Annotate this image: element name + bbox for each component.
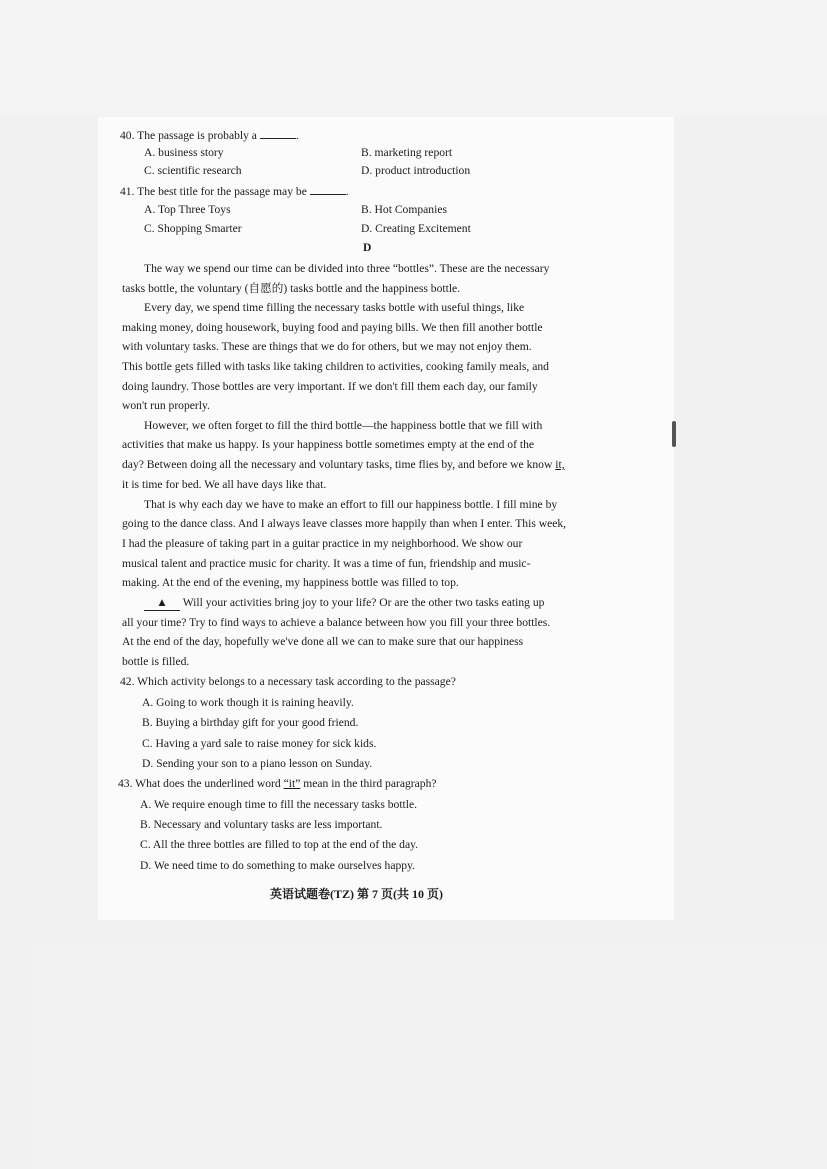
q41-option-a: A. Top Three Toys — [144, 203, 231, 216]
passage-line: day? Between doing all the necessary and voluntary tasks, time flies by, and before we know it, — [122, 458, 565, 471]
passage-line: going to the dance class. And I always leave classes more happily than when I enter. This week, — [122, 517, 567, 530]
passage-line: making money, doing housework, buying food and paying bills. We then fill another bottle — [122, 321, 543, 334]
passage-line: activities that make us happy. Is your happiness bottle sometimes empty at the end of the — [122, 438, 535, 451]
q40-option-a: A. business story — [144, 146, 224, 159]
passage-line: That is why each day we have to make an effort to fill our happiness bottle. I fill mine by — [144, 498, 558, 511]
q42-option-a: A. Going to work though it is raining heavily. — [142, 696, 354, 709]
underlined-it: it, — [555, 458, 565, 471]
passage-line: However, we often forget to fill the third bottle—the happiness bottle that we fill with — [144, 419, 543, 432]
q42-option-b: B. Buying a birthday gift for your good friend. — [142, 716, 359, 729]
q40-option-c: C. scientific research — [144, 164, 242, 177]
q41-stem: 41. The best title for the passage may be . — [120, 185, 349, 198]
passage-line: it is time for bed. We all have days like that. — [122, 478, 327, 491]
scan-mark — [672, 421, 676, 447]
q43-option-a: A. We require enough time to fill the necessary tasks bottle. — [140, 798, 418, 811]
q40-stem: 40. The passage is probably a . — [120, 129, 299, 142]
triangle-blank: ▲ — [144, 596, 180, 611]
q42-option-c: C. Having a yard sale to raise money for sick kids. — [142, 737, 377, 750]
passage-line: The way we spend our time can be divided into three “bottles”. These are the necessary — [144, 262, 550, 275]
passage-line: bottle is filled. — [122, 655, 190, 668]
q40-option-b: B. marketing report — [361, 146, 453, 159]
passage-line: musical talent and practice music for charity. It was a time of fun, friendship and music- — [122, 557, 531, 570]
q41-option-c: C. Shopping Smarter — [144, 222, 242, 235]
section-label: D — [363, 241, 372, 254]
page-footer: 英语试题卷(TZ) 第 7 页(共 10 页) — [270, 887, 443, 901]
top-margin — [0, 0, 827, 117]
passage-line: doing laundry. Those bottles are very important. If we don't fill them each day, our family — [122, 380, 538, 393]
q42-stem: 42. Which activity belongs to a necessary task according to the passage? — [120, 675, 456, 688]
passage-line: I had the pleasure of taking part in a guitar practice in my neighborhood. We show our — [122, 537, 523, 550]
q42-option-d: D. Sending your son to a piano lesson on Sunday. — [142, 757, 373, 770]
passage-line: with voluntary tasks. These are things that we do for others, but we may not enjoy them. — [122, 340, 532, 353]
q41-option-d: D. Creating Excitement — [361, 222, 471, 235]
bottom-margin — [32, 946, 827, 1169]
passage-line: ▲ Will your activities bring joy to your life? Or are the other two tasks eating up — [144, 596, 544, 611]
q43-option-d: D. We need time to do something to make ourselves happy. — [140, 859, 416, 872]
passage-line: This bottle gets filled with tasks like taking children to activities, cooking family meals, and — [122, 360, 549, 373]
passage-line: At the end of the day, hopefully we've done all we can to make sure that our happiness — [122, 635, 524, 648]
exam-page — [98, 117, 674, 920]
passage-line: all your time? Try to find ways to achieve a balance between how you fill your three bottles. — [122, 616, 551, 629]
passage-line: Every day, we spend time filling the necessary tasks bottle with useful things, like — [144, 301, 525, 314]
passage-line: tasks bottle, the voluntary (自愿的) tasks bottle and the happiness bottle. — [122, 282, 461, 295]
passage-line: won't run properly. — [122, 399, 210, 412]
passage-line: making. At the end of the evening, my happiness bottle was filled to top. — [122, 576, 459, 589]
q41-option-b: B. Hot Companies — [361, 203, 447, 216]
q43-option-b: B. Necessary and voluntary tasks are less important. — [140, 818, 383, 831]
q43-option-c: C. All the three bottles are filled to top at the end of the day. — [140, 838, 419, 851]
q43-stem: 43. What does the underlined word “it” mean in the third paragraph? — [118, 777, 437, 790]
q40-option-d: D. product introduction — [361, 164, 471, 177]
